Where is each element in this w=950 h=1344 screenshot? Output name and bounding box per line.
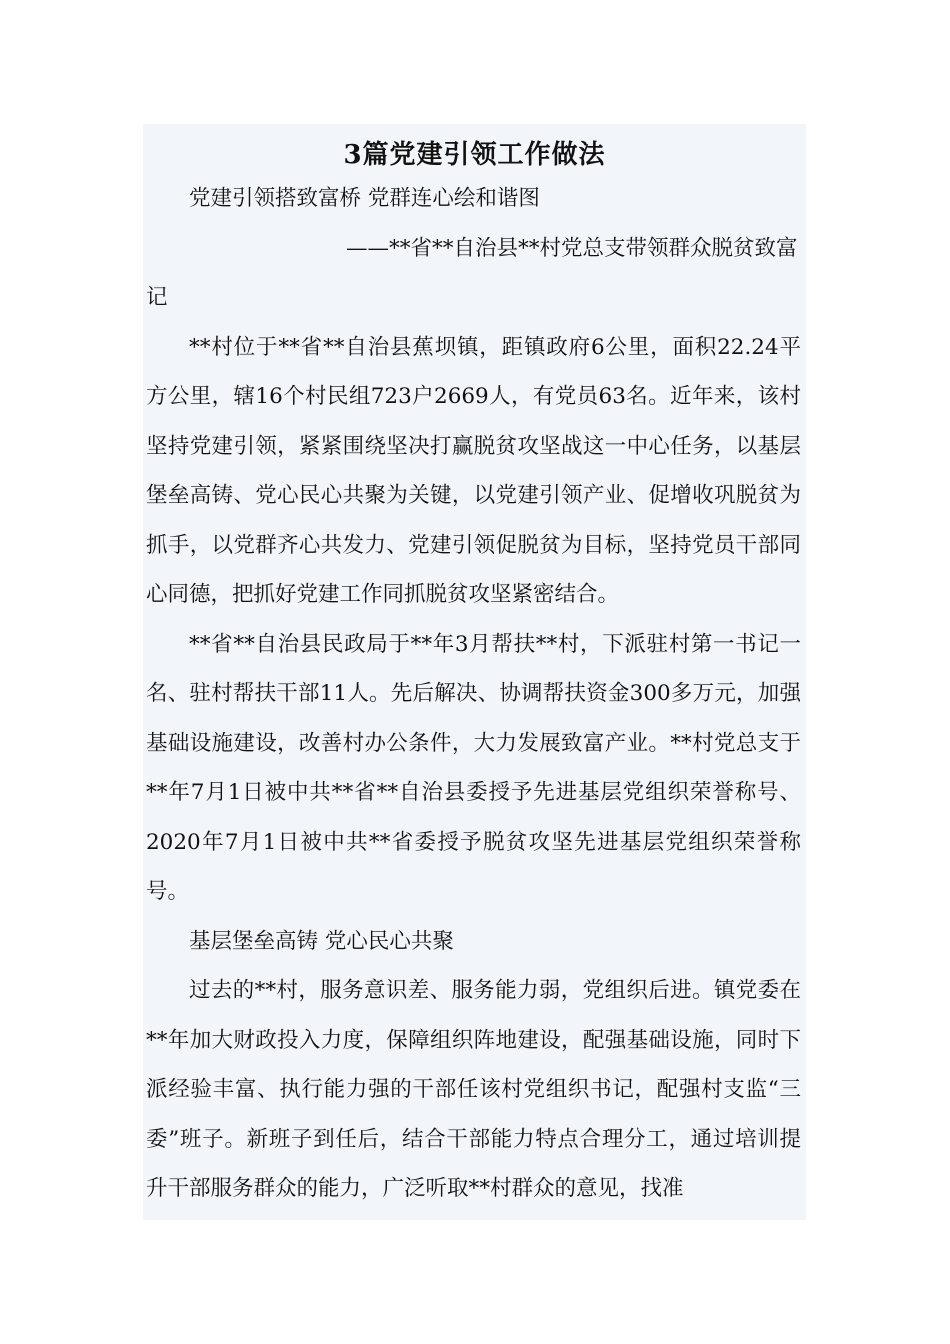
document-body [143,124,806,1220]
document-title: 3篇党建引领工作做法 [343,140,606,170]
body-paragraph-support: **省**自治县民政局于**年3月帮扶**村，下派驻村第一书记一名、驻村帮扶干部11人。先后解决、协调帮扶资金300多万元，加强基础设施建设，改善村办公条件，大力发展致富产业。**村党总支于**年7月1日被中共**省**自治县委授予先进基层党组织荣誉称号、2020年7月1日被中共**省委授予脱贫攻坚先进基层党组织荣誉称号。 [146,631,801,904]
article-byline: ——**省**自治县**村党总支带领群众脱贫致富记 [146,235,798,310]
section-heading: 基层堡垒高铸 党心民心共聚 [189,928,454,954]
article-subtitle: 党建引领搭致富桥 党群连心绘和谐图 [189,186,540,211]
body-paragraph-intro: **村位于**省**自治县蕉坝镇，距镇政府6公里，面积22.24平方公里，辖16个村民组723户2669人，有党员63名。近年来，该村坚持党建引领，紧紧围绕坚决打赢脱贫攻坚战这一中心任务，以基层堡垒高铸、党心民心共聚为关键，以党建引领产业、促增收巩脱贫为抓手，以党群齐心共发力、党建引领促脱贫为目标，坚持党员干部同心同德，把抓好党建工作同抓脱贫攻坚紧密结合。 [146,334,801,607]
section-paragraph: 过去的**村，服务意识差、服务能力弱，党组织后进。镇党委在**年加大财政投入力度，保障组织阵地建设，配强基础设施，同时下派经验丰富、执行能力强的干部任该村党组织书记，配强村支监“三委”班子。新班子到任后，结合干部能力特点合理分工，通过培训提升干部服务群众的能力，广泛听取**村群众的意见，找准 [146,978,801,1201]
